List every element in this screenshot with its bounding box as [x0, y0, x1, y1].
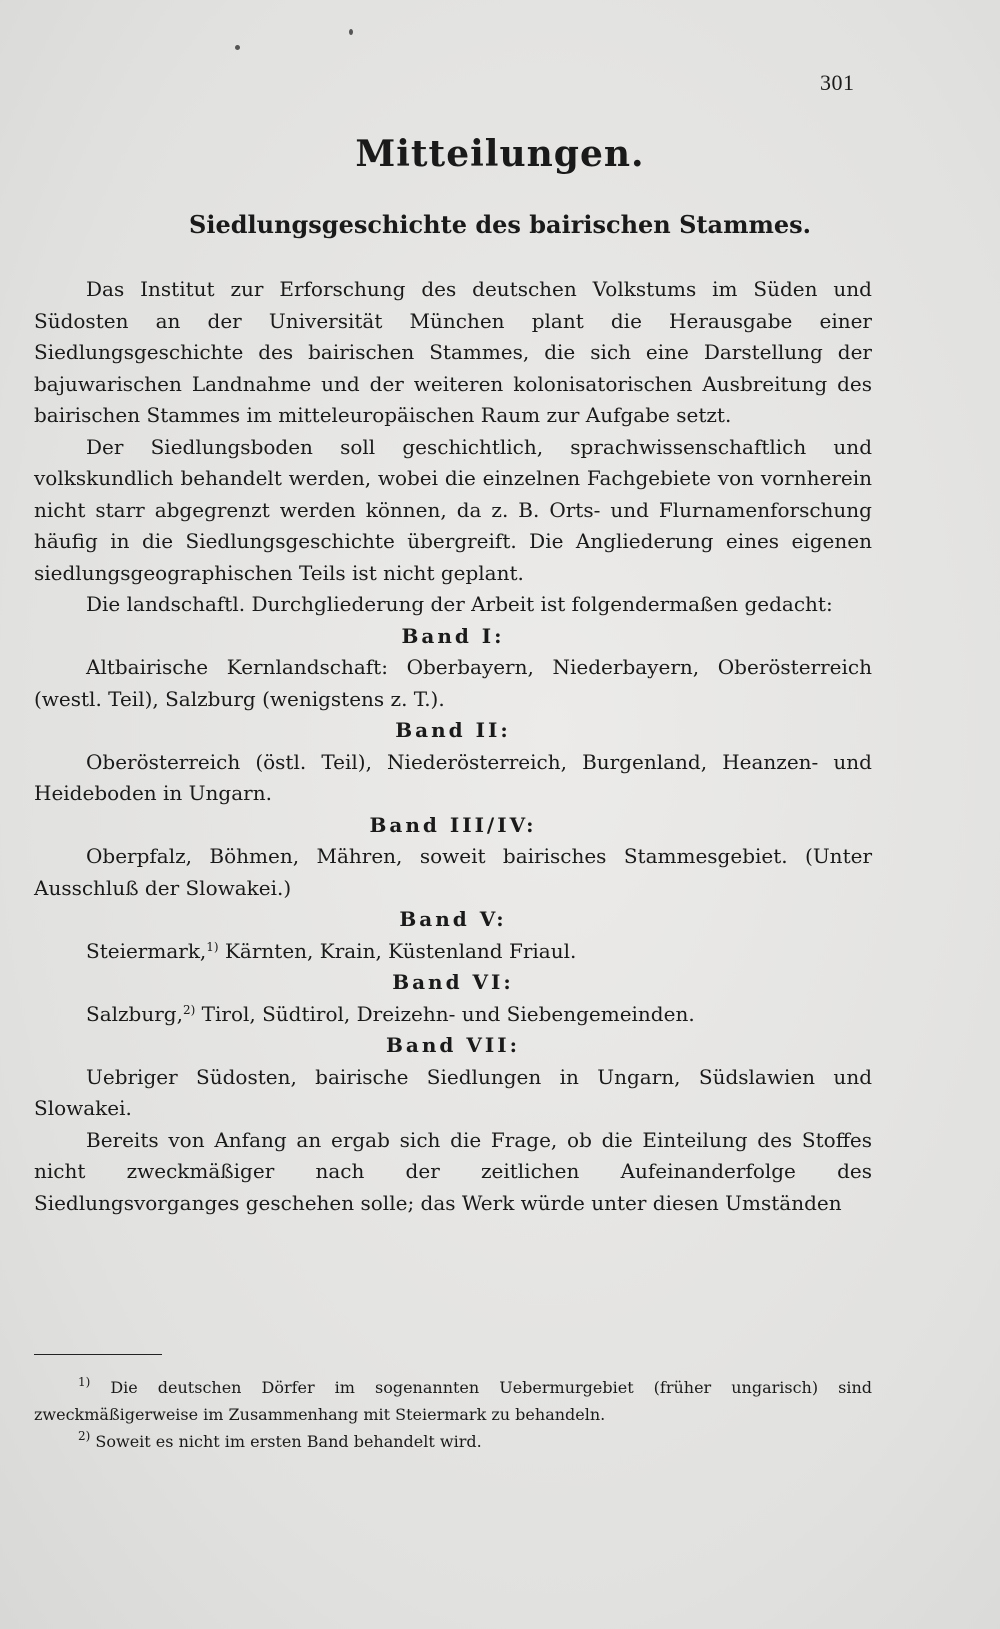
band-heading: Band I: [401, 623, 505, 648]
band-text: Tirol, Südtirol, Dreizehn- und Siebengemeinden. [195, 1001, 695, 1026]
footnote-mark: 2) [78, 1429, 91, 1443]
band-heading: Band II: [395, 718, 511, 742]
footnote-text: Soweit es nicht im ersten Band behandelt wird. [90, 1432, 482, 1451]
band-heading: Band V: [399, 907, 507, 931]
band-heading: Band VII: [386, 1033, 520, 1057]
band-text: Kärnten, Krain, Küstenland Friaul. [218, 938, 577, 963]
band-description: Altbairische Kernlandschaft: Oberbayern, Niederbayern, Oberösterreich (westl. Teil), Salzburg (wenigstens z. T.). [34, 655, 872, 711]
band-description: Oberösterreich (östl. Teil), Niederösterreich, Burgenland, Heanzen- und Heideboden in Ungarn. [34, 749, 872, 805]
paragraph: Die landschaftl. Durchgliederung der Arbeit ist folgendermaßen gedacht: [86, 592, 833, 616]
footnote [34, 1428, 872, 1455]
paragraph: Bereits von Anfang an ergab sich die Frage, ob die Einteilung des Stoffes nicht zweckmäßiger nach der zeitlichen Aufeinanderfolge des Siedlungsvorganges geschehen solle; das Werk würde unter diesen Umständen [34, 1127, 872, 1215]
band-description: Uebriger Südosten, bairische Siedlungen in Ungarn, Südslawien und Slowakei. [34, 1064, 872, 1120]
ink-speck [235, 45, 240, 50]
page-number: 301 [820, 70, 855, 95]
band-description [34, 999, 872, 1031]
paragraph: Das Institut zur Erforschung des deutschen Volkstums im Süden und Südosten an der Universität München plant die Herausgabe einer Siedlungsgeschichte des bairischen Stammes, die sich eine Darstellung der bajuwarischen Landnahme und der weiteren kolonisatorischen Ausbreitung des bairischen Stammes im mitteleuropäischen Raum zur Aufgabe setzt. [34, 277, 872, 427]
band-description [34, 936, 872, 968]
footnote-text: Die deutschen Dörfer im sogenannten Uebermurgebiet (früher ungarisch) sind zweckmäßigerweise im Zusammenhang mit Steiermark zu behandeln. [34, 1378, 872, 1424]
band-heading: Band VI: [392, 970, 514, 994]
article-body [34, 274, 872, 1219]
footnote-reference: 2) [182, 1002, 196, 1017]
footnote-mark: 1) [78, 1375, 91, 1389]
footnote [34, 1374, 872, 1428]
paragraph: Der Siedlungsboden soll geschichtlich, sprachwissenschaftlich und volkskundlich behandelt werden, wobei die einzelnen Fachgebiete von vornherein nicht starr abgegrenzt werden können, da z. B. Orts- und Flurnamenforschung häufig in die Siedlungsgeschichte übergreift. Die Angliederung eines eigenen siedlungsgeographischen Teils ist nicht geplant. [34, 434, 872, 585]
band-text: Salzburg, [86, 1001, 183, 1026]
band-description: Oberpfalz, Böhmen, Mähren, soweit bairisches Stammesgebiet. (Unter Ausschluß der Slowakei.) [34, 844, 872, 900]
footnotes [34, 1374, 872, 1455]
ink-speck [349, 29, 353, 35]
band-heading: Band III/IV: [369, 812, 537, 837]
footnote-reference: 1) [206, 939, 219, 954]
band-text: Steiermark, [86, 938, 207, 963]
footnote-divider [34, 1354, 162, 1355]
section-title: Mitteilungen. [355, 133, 645, 175]
article-title: Siedlungsgeschichte des bairischen Stammes. [189, 210, 811, 239]
